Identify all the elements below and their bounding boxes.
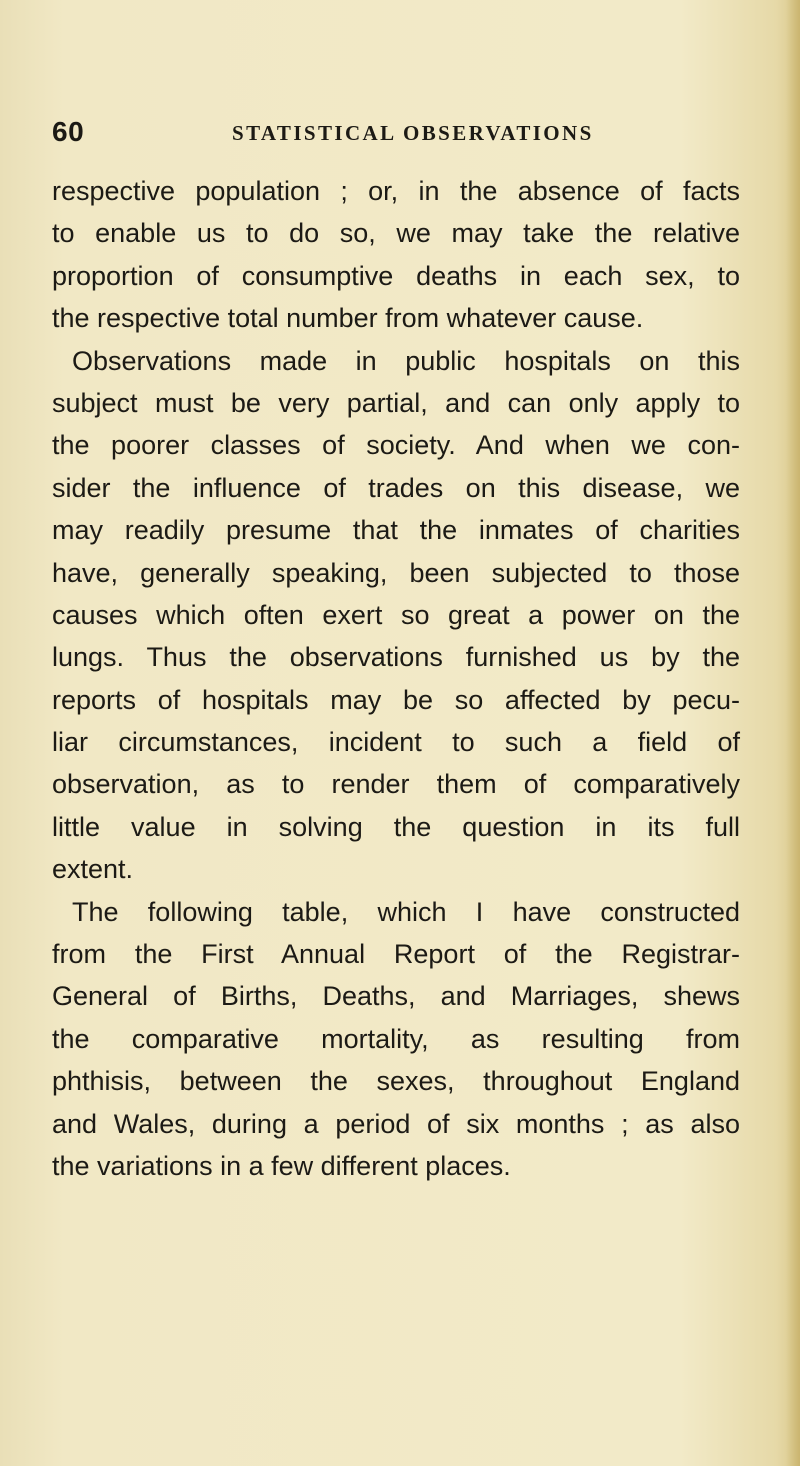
text-line: the poorer classes of society. And when we con-: [52, 430, 740, 461]
text-line: little value in solving the question in its full: [52, 811, 740, 842]
text-line: have, generally speaking, been subjected to those: [52, 557, 740, 588]
text-line: lungs. Thus the observations furnished us by the: [52, 642, 740, 673]
text-line: phthisis, between the sexes, throughout England: [52, 1066, 740, 1097]
text-line: respective population ; or, in the absence of facts: [52, 176, 740, 206]
body-text: [52, 170, 740, 1187]
page-header: [52, 116, 742, 156]
text-line: to enable us to do so, we may take the relative: [52, 218, 740, 249]
text-line: subject must be very partial, and can only apply to: [52, 387, 740, 418]
page-number: 60: [52, 116, 85, 147]
text-line: sider the influence of trades on this disease, we: [52, 472, 740, 503]
text-line: from the First Annual Report of the Registrar-: [52, 939, 740, 970]
text-line: The following table, which I have constructed: [72, 896, 740, 927]
page-edge-shadow: [786, 0, 800, 1466]
text-line: extent.: [52, 854, 134, 885]
text-line: Observations made in public hospitals on this: [72, 345, 740, 376]
text-line: the respective total number from whatever cause.: [52, 303, 644, 334]
text-line: observation, as to render them of comparatively: [52, 769, 740, 800]
text-line: reports of hospitals may be so affected by pecu-: [52, 684, 740, 715]
running-head: STATISTICAL OBSERVATIONS: [232, 121, 594, 145]
text-line: the comparative mortality, as resulting from: [52, 1023, 740, 1054]
text-line: General of Births, Deaths, and Marriages, shews: [52, 981, 740, 1012]
text-line: causes which often exert so great a power on the: [52, 599, 740, 630]
text-line: may readily presume that the inmates of charities: [52, 515, 740, 546]
text-line: proportion of consumptive deaths in each sex, to: [52, 260, 740, 291]
text-line: and Wales, during a period of six months ; as also: [52, 1108, 740, 1139]
text-line: the variations in a few different places.: [52, 1150, 511, 1181]
text-line: liar circumstances, incident to such a field of: [52, 727, 740, 758]
